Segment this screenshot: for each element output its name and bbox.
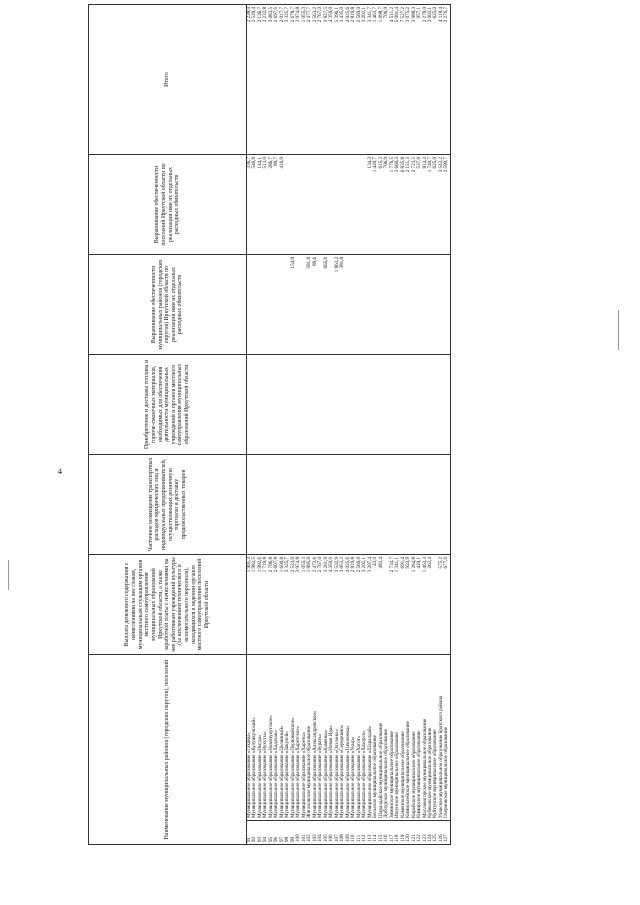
cell-salary: 1 463,3 (423, 555, 428, 655)
row-name: Кирейское муниципальное образование (412, 655, 417, 821)
row-number: 104 (318, 821, 323, 845)
cell-equalization-settlements: 1 776,5 (390, 155, 395, 255)
row-number: 115 (379, 821, 384, 845)
row-number: 97 (280, 821, 285, 845)
cell-total: 4 350,0 (329, 5, 334, 155)
table-row (444, 5, 450, 845)
cell-total: 2 136,7 (258, 5, 263, 155)
cell-salary: 2 819,8 (351, 555, 356, 655)
cell-total: 2 678,7 (291, 5, 296, 155)
row-number: 110 (351, 821, 356, 845)
cell-salary: 1 055,3 (302, 555, 307, 655)
cell-equalization-districts: 381,8 (340, 255, 345, 355)
cell-salary: 1 901,3 (247, 555, 253, 655)
header-row (89, 5, 247, 845)
row-name: Муниципальное образование «Хогот» (357, 655, 362, 821)
row-number: 114 (373, 821, 378, 845)
cell-total: 1 098,7 (379, 5, 384, 155)
cell-equalization-districts: 89,6 (313, 255, 318, 355)
cell-salary: 2 796,8 (269, 555, 274, 655)
data-table (88, 4, 451, 845)
row-name: Каменское муниципальное образование (401, 655, 406, 821)
cell-salary: 43,0 (373, 555, 378, 655)
cell-equalization-districts: 1 863,2 (335, 255, 340, 355)
cell-total: 1 055,3 (302, 5, 307, 155)
row-name: Муниципальное образование «Новая Ида» (329, 655, 334, 821)
cell-transport (444, 455, 450, 555)
cell-total: 3 435,0 (340, 5, 345, 155)
cell-salary: 420,1 (417, 555, 422, 655)
cell-total: 625,0 (433, 5, 438, 155)
cell-equalization-settlements: 416,9 (280, 155, 285, 255)
row-number: 122 (417, 821, 422, 845)
row-number: 107 (335, 821, 340, 845)
header-equalization-districts: Выравнивание обеспеченности муниципальных районов (городских округов) Иркутской области по реализации ими их отдельных расходных обязательств (89, 255, 247, 355)
cell-salary: 2 767,0 (318, 555, 323, 655)
row-name: Масляногорское муниципальное образование (423, 655, 428, 821)
row-name: Добчурское муниципальное образование (384, 655, 389, 821)
row-number: 125 (433, 821, 438, 845)
cell-equalization-settlements: 89,7 (274, 155, 279, 255)
cell-total: 3 974,8 (296, 5, 301, 155)
cell-total: 7 527,2 (401, 5, 406, 155)
row-number: 111 (357, 821, 362, 845)
cell-equalization-settlements: 286,7 (269, 155, 274, 255)
row-number: 100 (296, 821, 301, 845)
cell-total: 3 325,7 (285, 5, 290, 155)
cell-salary: 483,4 (379, 555, 384, 655)
header-total: Итого (89, 5, 247, 155)
row-name: Муниципальное образование «Хохорск» (362, 655, 367, 821)
cell-total: 4 025,6 (346, 5, 351, 155)
cell-total: 957,1 (417, 5, 422, 155)
cell-total: 706,9 (384, 5, 389, 155)
cell-fuel (444, 355, 450, 455)
cell-salary: 923,9 (406, 555, 411, 655)
cell-equalization-settlements: 2 723,5 (412, 155, 417, 255)
row-number: 92 (252, 821, 257, 845)
row-name: Муниципальное образование «Кулункунский» (252, 655, 257, 821)
row-number: 96 (274, 821, 279, 845)
cell-equalization-districts: 581,8 (307, 255, 312, 355)
row-name: Муниципальное образование «Первомайское» (291, 655, 296, 821)
row-number: 120 (406, 821, 411, 845)
cell-total: 2 563,2 (313, 5, 318, 155)
cell-total: 1 463,7 (373, 5, 378, 155)
rotated-table-container (88, 5, 590, 845)
row-name: Муниципальное образование «Александровское» (313, 655, 318, 821)
cell-total: 2 278,0 (423, 5, 428, 155)
cell-salary: 3 053,2 (340, 555, 345, 655)
cell-salary: 3 974,8 (296, 555, 301, 655)
row-number: 102 (307, 821, 312, 845)
row-name: Муниципальное образование «Хадахан» (274, 655, 279, 821)
row-number: 98 (285, 821, 290, 845)
cell-total: 2 238,0 (247, 5, 253, 155)
cell-total: 4 118,4 (439, 5, 444, 155)
cell-total: 3 276,7 (444, 5, 450, 155)
row-name: Муниципальное образование «Шаралдай» (368, 655, 373, 821)
cell-equalization-settlements: 3 543,2 (439, 155, 444, 255)
row-number: 101 (302, 821, 307, 845)
row-number: 103 (313, 821, 318, 845)
header-salary: Выплата денежного содержания с начислениями на нее главам, муниципальным служащим органов местного самоуправления муниципальных образований Иркутской области, а также заработной платы с начислениями на нее работникам учреждений культуры (за исключением технического и вспомогательного персонала), находящихся в ведении органов местного самоуправления поселений Иркутской области (89, 555, 247, 655)
cell-salary: 2 523,9 (291, 555, 296, 655)
row-number: 94 (263, 821, 268, 845)
cell-total: 3 202,1 (362, 5, 367, 155)
scan-mark (618, 310, 619, 350)
cell-total: 5 396,1 (335, 5, 340, 155)
row-name: Уховское муниципальное образование Братского района (439, 655, 444, 821)
row-name: Муниципальное образование «Целинный» (280, 655, 285, 821)
cell-total: 3 988,3 (412, 5, 417, 155)
cell-equalization-settlements: 336,7 (247, 155, 253, 255)
cell-equalization-settlements: 6 835,8 (401, 155, 406, 255)
cell-total: 5 001,4 (395, 5, 400, 155)
cell-total: 2 232,8 (263, 5, 268, 155)
row-name: Муниципальное образование «Нукуты» (263, 655, 268, 821)
cell-total: 3 075,2 (406, 5, 411, 155)
cell-total: 2 767,0 (318, 5, 323, 155)
cell-salary: 2 607,8 (274, 555, 279, 655)
row-name: Муниципальное образование «Укыр» (351, 655, 356, 821)
row-name: Жигаловское муниципальное образование (307, 655, 312, 821)
row-number: 99 (291, 821, 296, 845)
cell-equalization-settlements: 3 660,3 (395, 155, 400, 255)
cell-total: 2 697,5 (274, 5, 279, 155)
row-name: Шаралдайское муниципальное образование (379, 655, 384, 821)
row-number: 119 (401, 821, 406, 845)
row-name: Кубяковское муниципальное образование (428, 655, 433, 821)
cell-salary: 2 473,6 (313, 555, 318, 655)
cell-salary: 1 600,8 (280, 555, 285, 655)
row-name: Муниципальное образование «Новонукутское» (269, 655, 274, 821)
cell-salary: 1 895,9 (307, 555, 312, 655)
row-number: 108 (340, 821, 345, 845)
cell-equalization-settlements: 546,9 (252, 155, 257, 255)
row-number: 123 (423, 821, 428, 845)
cell-total: 4 511,2 (390, 5, 395, 155)
row-name: Муниципальное образование «Харетское» (296, 655, 301, 821)
cell-salary: 1 992,6 (258, 555, 263, 655)
cell-total: 2 569,0 (357, 5, 362, 155)
cell-total: 2 003,1 (428, 5, 433, 155)
row-number: 106 (329, 821, 334, 845)
cell-equalization-settlements: 2 599,7 (444, 155, 450, 255)
row-number: 93 (258, 821, 263, 845)
page-number: 4 (58, 467, 62, 476)
cell-salary: 262,4 (428, 555, 433, 655)
cell-equalization-settlements: 134,3 (368, 155, 373, 255)
row-number: 127 (444, 821, 450, 845)
row-number: 95 (269, 821, 274, 845)
cell-salary: 1 719,8 (263, 555, 268, 655)
cell-total: 3 341,7 (368, 5, 373, 155)
cell-salary: 2 569,0 (357, 555, 362, 655)
cell-salary: 1 982,5 (252, 555, 257, 655)
header-fuel: Приобретение и доставка топлива и горюче-смазочных материалов, необходимых для обеспечения деятельности муниципальных учреждений и органов местного самоуправления муниципальных образований Иркутской области (89, 355, 247, 455)
row-number: 126 (439, 821, 444, 845)
row-name: Куйтунское муниципальное образование (433, 655, 438, 821)
cell-salary: 2 734,7 (390, 555, 395, 655)
row-number: 113 (368, 821, 373, 845)
row-name: Ишунское муниципальное образование (395, 655, 400, 821)
cell-salary: 4 350,0 (329, 555, 334, 655)
row-number: 121 (412, 821, 417, 845)
cell-total: 2 477,7 (307, 5, 312, 155)
cell-equalization-settlements: 625,0 (433, 155, 438, 255)
cell-salary: 3 325,7 (285, 555, 290, 655)
row-number: 109 (346, 821, 351, 845)
header-equalization-settlements: Выравнивание обеспеченности поселений Иркутской области по реализации ими их отдельных расходных обязательств (89, 155, 247, 255)
cell-equalization-districts: 665,6 (324, 255, 329, 355)
cell-equalization-settlements: 1 420,7 (373, 155, 378, 255)
row-name: Муниципальное образование «Закулей» (285, 655, 290, 821)
row-number: 117 (390, 821, 395, 845)
cell-salary: 1 264,8 (412, 555, 417, 655)
cell-salary: 691,4 (401, 555, 406, 655)
cell-equalization-districts: 154,8 (291, 255, 296, 355)
row-name: Муниципальное образование «Тихоновка» (346, 655, 351, 821)
row-number: 116 (384, 821, 389, 845)
row-name: Кимирское муниципальное образование (417, 655, 422, 821)
cell-equalization-settlements: 144,1 (258, 155, 263, 255)
cell-equalization-settlements: 615,3 (379, 155, 384, 255)
cell-equalization-settlements: 537,0 (417, 155, 422, 255)
cell-equalization-settlements: 706,9 (384, 155, 389, 255)
row-name: Муниципальное образование «Ныгда» (258, 655, 263, 821)
cell-salary: 677,0 (444, 555, 450, 655)
cell-equalization-settlements: 2 151,3 (406, 155, 411, 255)
row-name: Кимильтейское муниципальное образование (406, 655, 411, 821)
cell-equalization-settlements: 814,3 (423, 155, 428, 255)
cell-equalization-settlements: 513,0 (263, 155, 268, 255)
header-name: Наименование муниципальных районов (городских округов), поселений (89, 655, 247, 845)
cell-equalization-settlements: 1 740,7 (428, 155, 433, 255)
row-number: 112 (362, 821, 367, 845)
cell-salary: 575,2 (439, 555, 444, 655)
cell-total: 2 529,4 (252, 5, 257, 155)
header-transport: Частичное возмещение транспортных расходов юридических лиц и индивидуальных предпринимателей, осуществляющих розничную торговлю и доставку продовольственных товаров (89, 455, 247, 555)
cell-equalization-districts (444, 255, 450, 355)
row-number: 91 (247, 821, 253, 845)
cell-total: 2 017,7 (280, 5, 285, 155)
row-number: 105 (324, 821, 329, 845)
row-name: Зиминское муниципальное образование (390, 655, 395, 821)
cell-salary: 4 025,6 (346, 555, 351, 655)
row-name: Муниципальное образование «Середкино» (340, 655, 345, 821)
cell-salary: 3 207,4 (368, 555, 373, 655)
cell-salary: 3 261,9 (324, 555, 329, 655)
cell-salary: 1 341,1 (395, 555, 400, 655)
cell-total: 3 927,5 (324, 5, 329, 155)
cell-total: 3 083,5 (269, 5, 274, 155)
row-name: Муниципальное образование «Гаханы» (247, 655, 253, 821)
cell-salary: 3 532,9 (335, 555, 340, 655)
cell-salary: 3 202,1 (362, 555, 367, 655)
row-name: Муниципальное образование «Каменка» (324, 655, 329, 821)
cell-total: 2 819,8 (351, 5, 356, 155)
row-number: 118 (395, 821, 400, 845)
row-name: Озерновское муниципальное образование (444, 655, 450, 821)
scan-mark (8, 560, 9, 590)
row-name: Муниципальное образование «Бурать» (318, 655, 323, 821)
row-name: Бельское муниципальное образование (373, 655, 378, 821)
row-name: Муниципальное образование «Хареты» (302, 655, 307, 821)
row-name: Муниципальное образование «Ользоны» (335, 655, 340, 821)
row-number: 124 (428, 821, 433, 845)
